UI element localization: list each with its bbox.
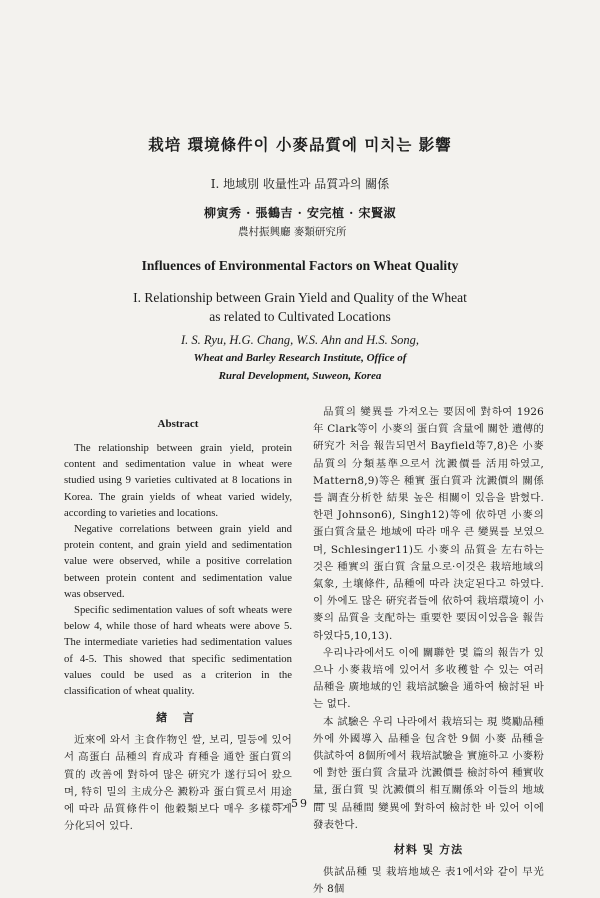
right-paragraph-2: 우리나라에서도 이에 關聯한 몇 篇의 報告가 있으나 小麥栽培에 있어서 多收穫할 수 있는 여러 品種을 廣地域的인 栽培試驗을 通하여 檢討된 바는 없다.: [313, 646, 544, 711]
korean-authors: 柳寅秀 · 張鶴吉 · 安完植 · 宋賢淑: [203, 206, 397, 220]
page-number: — 59 —: [272, 797, 328, 810]
left-column: [64, 408, 292, 835]
abstract-paragraph-2: Negative correlations between grain yield and protein content, and grain yield and sedimentation value were observed, while a positive correlation between protein content and sedimentation value was observed.: [64, 523, 292, 600]
methods-paragraph: 供試品種 및 栽培地域은 表1에서와 같이 早光外 8個: [313, 866, 544, 896]
english-institution-line2: Rural Development, Suweon, Korea: [218, 370, 382, 382]
english-subtitle-line2: as related to Cultivated Locations: [209, 309, 391, 324]
korean-subtitle: I. 地域別 收量性과 品質과의 關係: [210, 177, 390, 191]
introduction-heading: 緖 言: [156, 711, 200, 725]
korean-title: 栽培 環境條件이 小麥品質에 미치는 影響: [148, 135, 452, 154]
methods-heading: 材料 및 方法: [393, 843, 464, 857]
korean-affiliation: 農村振興廳 麥類研究所: [238, 226, 347, 238]
english-subtitle-line1: I. Relationship between Grain Yield and Quality of the Wheat: [133, 290, 467, 305]
right-paragraph-1: 品質의 變異를 가져오는 要因에 對하여 1926年 Clark等이 小麥의 蛋白質 含量에 關한 遺傳的 硏究가 처음 報告되면서 Bayfield等7,8)은 小麥品質의 分類基準으로서 沈澱價를 活用하였고, Mattern8,9)等은 種實 蛋白質과 沈澱價의 關係를 調査分析한 結果 높은 相關이 있음을 밝혔다. 한편 Johnson6), Singh12)等에 依하면 小麥의 蛋白質含量은 地域에 따라 매우 큰 變異를 보였으며, Schlesinger11)도 小麥의 品質을 左右하는 것은 種實의 蛋白質 含量으로·이것은 栽培地域의 氣象, 土壤條件, 品種에 따라 決定된다고 하였다. 이 外에도 많은 硏究者들에 依하여 栽培環境이 小麥의 品質을 支配하는 重要한 要因이었음을 報告하였다5,10,13).: [313, 406, 544, 642]
right-column: [313, 404, 544, 898]
abstract-heading: Abstract: [157, 418, 199, 430]
english-institution-line1: Wheat and Barley Research Institute, Office of: [193, 352, 407, 364]
abstract-paragraph-1: The relationship between grain yield, protein content and sedimentation value in wheat were studied using 9 varieties cultivated at 8 locations in Korea. The grain yields of wheat varied widely, according to varieties and locations.: [64, 442, 292, 519]
english-authors: I. S. Ryu, H.G. Chang, W.S. Ahn and H.S. Song,: [181, 333, 419, 347]
right-paragraph-3: 本 試驗은 우리 나라에서 栽培되는 現 獎勵品種外에 外國導入 品種을 包含한 9個 小麥 品種을 供試하여 8個所에서 栽培試驗을 實施하고 小麥粉에 對한 蛋白質 含量과 沈澱價를 檢討하여 種實收量, 蛋白質 및 沈澱價의 相互關係와 이들의 地域間 및 品種間 變異에 對하여 檢討한 바 있어 이에 發表한다.: [313, 715, 544, 831]
english-title: Influences of Environmental Factors on Wheat Quality: [141, 258, 459, 273]
introduction-paragraph: 近來에 와서 主食作物인 쌀, 보리, 밀등에 있어서 高蛋白 品種의 育成과 育種을 通한 蛋白質의 質的 改善에 對하여 많은 硏究가 遂行되어 왔으며, 特히 밀의 主成分은 澱粉과 蛋白質로서 用途에 따라 品質條件이 他穀類보다 매우 多樣하게 分化되어 있다.: [64, 734, 292, 833]
abstract-paragraph-3: Specific sedimentation values of soft wheats were below 4, while those of hard wheats were above 5. The intermediate varieties had sedimentation values of 4-5. This showed that specific sedimentation values could be used as a criterion in the classification of wheat quality.: [64, 604, 292, 698]
